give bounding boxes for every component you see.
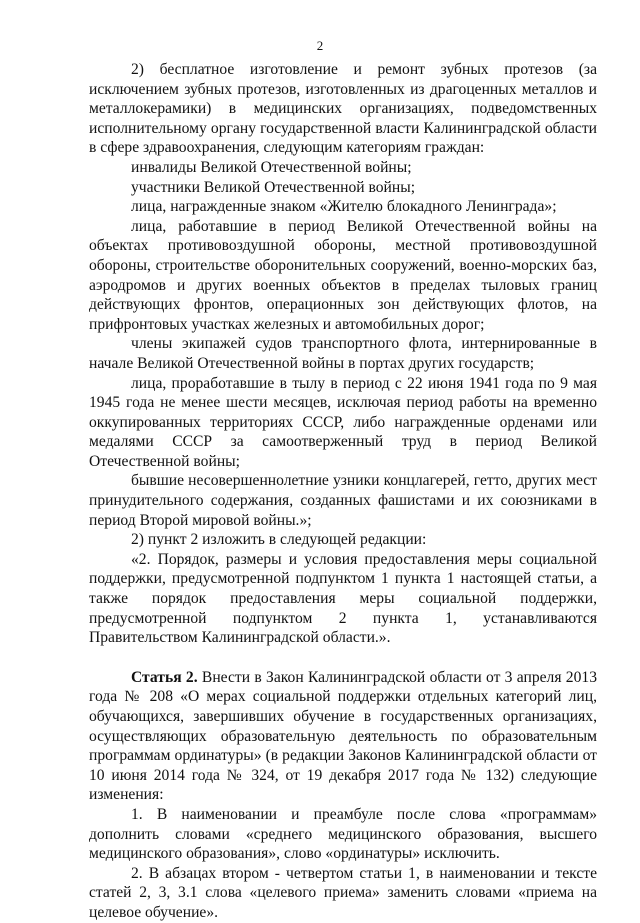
list-item-former-prisoners: бывшие несовершеннолетние узники концлагерей, гетто, других мест принудительного содержания, созданных фашистами и их союзниками в период Второй мировой войны.»; <box>89 472 597 529</box>
list-item-home-front-workers: лица, проработавшие в тылу в период с 22 июня 1941 года по 9 мая 1945 года не менее шести месяцев, исключая период работы на временно оккупированных территориях СССР, либо награжденные орденами или медалями СССР за самоотверженный труд в период Великой Отечественной войны; <box>89 374 597 470</box>
list-item-fleet-crews: члены экипажей судов транспортного флота, интернированные в начале Великой Отечественной войны в портах других государств; <box>89 335 597 372</box>
list-item-air-defense-workers: лица, работавшие в период Великой Отечественной войны на объектах противовоздушной обороны, местной противовоздушной обороны, строительстве оборонительных сооружений, военно-морских баз, аэродромов и других военных объектов в пределах тыловых границ действующих фронтов, операционных зон действующих флотов, на прифронтовых участках железных и автомобильных дорог; <box>89 217 597 333</box>
page-number: 2 <box>316 38 324 53</box>
article-2-paragraph <box>89 668 597 805</box>
article-2-item-1: 1. В наименовании и преамбуле после слова «программам» дополнить словами «среднего медицинского образования, высшего медицинского образования», слово «ординатуры» исключить. <box>89 805 597 863</box>
article-2-heading: Статья 2. <box>131 668 198 686</box>
article-2-text: Внести в Закон Калининградской области от 3 апреля 2013 года № 208 «О мерах социальной поддержки отдельных категорий лиц, обучающихся, завершивших обучение в государственных организациях, осуществляющих образовательную деятельность по образовательным программам ординатуры» (в редакции Законов Калининградской области от 10 июня 2014 года № 324, от 19 декабря 2017 года № 132) следующие изменения: <box>89 668 597 804</box>
list-item-participants: участники Великой Отечественной войны; <box>131 178 416 196</box>
paragraph-item-2: 2) бесплатное изготовление и ремонт зубных протезов (за исключением зубных протезов, изготовленных из драгоценных металлов и металлокерамики) в медицинских организациях, подведомственных исполнительному органу государственной власти Калининградской области в сфере здравоохранения, следующим категориям граждан: <box>89 61 597 157</box>
paragraph-point-2-text: «2. Порядок, размеры и условия предоставления меры социальной поддержки, предусмотренной подпунктом 1 пункта 1 настоящей статьи, а также порядок предоставления меры социальной поддержки, предусмотренной подпунктом 2 пункта 1, устанавливаются Правительством Калининградской области.». <box>89 550 597 647</box>
document-body <box>89 60 597 923</box>
article-2-item-2: 2. В абзацах втором - четвертом статьи 1, в наименовании и тексте статей 2, 3, 3.1 слова «целевого приема» заменить словами «приема на целевое обучение». <box>89 864 597 921</box>
list-item-leningrad-sign: лица, награжденные знаком «Жителю блокадного Ленинграда»; <box>131 198 557 216</box>
paragraph-point-2: 2) пункт 2 изложить в следующей редакции: <box>131 531 427 549</box>
section-spacer <box>89 648 597 668</box>
list-item-invalids: инвалиды Великой Отечественной войны; <box>131 158 412 176</box>
